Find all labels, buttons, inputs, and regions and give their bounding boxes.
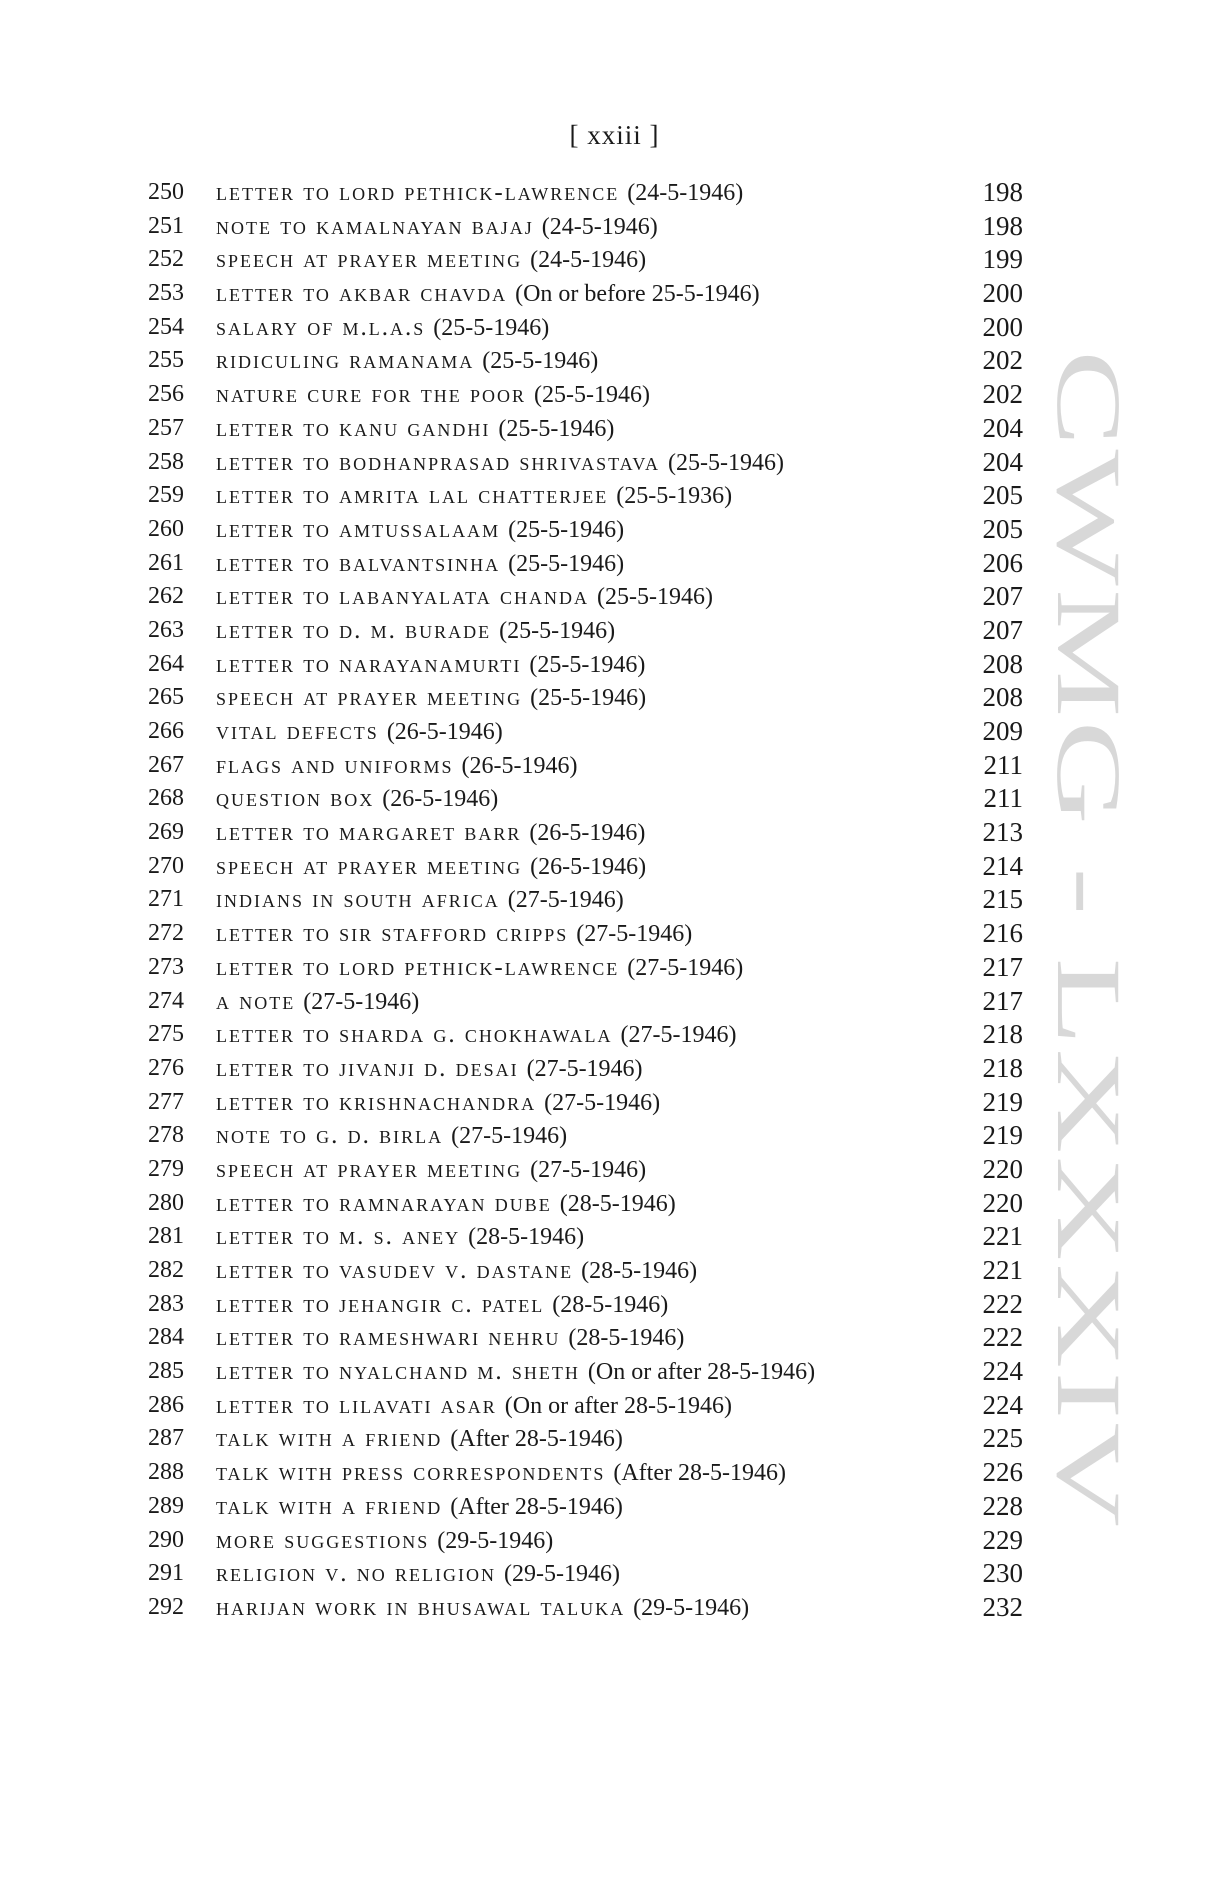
- entry-number: 280: [148, 1189, 184, 1216]
- entry-title: [216, 1456, 786, 1491]
- toc-entry: [148, 1557, 1028, 1591]
- entry-title: [216, 681, 646, 716]
- entry-title-text: letter to jivanji d. desai: [216, 1054, 519, 1082]
- entry-date: (29-5-1946): [437, 1527, 554, 1554]
- entry-number: 268: [148, 785, 184, 812]
- table-of-contents: [148, 176, 1028, 1625]
- entry-number: 257: [148, 414, 184, 441]
- toc-entry: [148, 277, 1028, 311]
- toc-entry: [148, 513, 1028, 547]
- entry-page: 208: [982, 648, 1023, 679]
- toc-entry: [148, 917, 1028, 951]
- entry-page: 218: [982, 1052, 1023, 1083]
- toc-entry: [148, 985, 1028, 1019]
- entry-date: (27-5-1946): [576, 921, 693, 948]
- entry-number: 255: [148, 347, 184, 374]
- entry-title: [216, 243, 646, 278]
- entry-title: [216, 378, 650, 413]
- toc-entry: [148, 311, 1028, 345]
- entry-title: [216, 311, 549, 346]
- entry-date: (27-5-1946): [627, 954, 744, 981]
- entry-date: (25-5-1946): [482, 348, 599, 375]
- entry-title: [216, 547, 624, 582]
- toc-entry: [148, 1254, 1028, 1288]
- entry-number: 261: [148, 549, 184, 576]
- entry-number: 277: [148, 1088, 184, 1115]
- entry-title-text: letter to narayanamurti: [216, 650, 522, 678]
- entry-title: [216, 917, 692, 952]
- entry-page: 204: [982, 412, 1023, 443]
- entry-title: [216, 985, 419, 1020]
- entry-title: [216, 1220, 584, 1255]
- entry-date: (After 28-5-1946): [450, 1493, 623, 1520]
- toc-entry: [148, 1018, 1028, 1052]
- entry-title-text: letter to amrita lal chatterjee: [216, 482, 609, 510]
- entry-title-text: letter to vasudev v. dastane: [216, 1257, 574, 1284]
- entry-page: 199: [982, 244, 1023, 275]
- toc-entry: [148, 344, 1028, 378]
- entry-date: (25-5-1936): [616, 483, 733, 510]
- entry-number: 250: [148, 179, 184, 205]
- entry-number: 282: [148, 1257, 184, 1283]
- entry-title-text: letter to sir stafford cripps: [216, 920, 569, 948]
- entry-title-text: letter to d. m. burade: [216, 616, 492, 644]
- toc-entry: [148, 1422, 1028, 1456]
- entry-title-text: talk with a friend: [216, 1425, 443, 1453]
- entry-page: 213: [982, 817, 1023, 848]
- entry-number: 289: [148, 1492, 184, 1519]
- entry-number: 287: [148, 1425, 184, 1452]
- entry-number: 264: [148, 650, 184, 677]
- entry-title: [216, 1490, 623, 1525]
- toc-entry: [148, 1119, 1028, 1153]
- entry-title: [216, 715, 503, 750]
- entry-page: 202: [982, 379, 1023, 410]
- entry-title: [216, 1321, 684, 1356]
- entry-date: (25-5-1946): [508, 516, 625, 543]
- entry-date: (25-5-1946): [498, 415, 615, 442]
- toc-entry: [148, 1288, 1028, 1322]
- entry-page: 220: [982, 1187, 1023, 1218]
- entry-date: (25-5-1946): [529, 651, 646, 678]
- entry-page: 225: [982, 1423, 1023, 1454]
- entry-date: (25-5-1946): [499, 617, 616, 644]
- entry-title-text: flags and uniforms: [216, 751, 454, 779]
- entry-page: 230: [982, 1558, 1023, 1589]
- entry-date: (26-5-1946): [386, 719, 503, 745]
- entry-number: 252: [148, 246, 184, 273]
- entry-title-text: letter to amtussalaam: [216, 515, 501, 543]
- entry-number: 273: [148, 953, 184, 980]
- entry-title-text: letter to lord pethick-lawrence: [216, 179, 620, 206]
- entry-title-text: letter to lilavati asar: [216, 1391, 497, 1419]
- entry-number: 276: [148, 1054, 184, 1081]
- entry-number: 283: [148, 1290, 184, 1317]
- entry-title: [216, 580, 713, 615]
- entry-title-text: speech at prayer meeting: [216, 1155, 523, 1183]
- toc-entry: [148, 1389, 1028, 1423]
- entry-title-text: talk with press correspondents: [216, 1459, 606, 1487]
- entry-title: [216, 1557, 620, 1592]
- entry-title: [216, 1086, 660, 1121]
- entry-title: [216, 1524, 553, 1559]
- entry-number: 286: [148, 1391, 184, 1418]
- entry-title-text: vital defects: [216, 718, 379, 745]
- watermark: [1040, 350, 1140, 1530]
- entry-title: [216, 1052, 643, 1087]
- toc-entry: [148, 1591, 1028, 1625]
- entry-date: (25-5-1946): [508, 550, 625, 577]
- entry-title: [216, 176, 743, 211]
- entry-title-text: letter to akbar chavda: [216, 280, 508, 308]
- toc-entry: [148, 1456, 1028, 1490]
- toc-entry: [148, 580, 1028, 614]
- entry-number: 260: [148, 515, 184, 542]
- toc-entry: [148, 412, 1028, 446]
- toc-entry: [148, 850, 1028, 884]
- entry-date: (27-5-1946): [620, 1022, 737, 1049]
- entry-page: 229: [982, 1524, 1023, 1555]
- entry-title: [216, 816, 645, 851]
- entry-title-text: letter to nyalchand m. sheth: [216, 1358, 580, 1386]
- entry-title-text: more suggestions: [216, 1526, 430, 1554]
- entry-page: 211: [983, 749, 1023, 780]
- entry-page: 198: [982, 177, 1023, 207]
- entry-title: [216, 614, 615, 649]
- toc-entry: [148, 883, 1028, 917]
- entry-title: [216, 850, 646, 885]
- entry-page: 207: [982, 581, 1023, 612]
- entry-title-text: letter to balvantsinha: [216, 549, 501, 577]
- toc-entry: [148, 648, 1028, 682]
- entry-number: 285: [148, 1358, 184, 1385]
- entry-title-text: letter to lord pethick-lawrence: [216, 953, 620, 981]
- entry-title: [216, 782, 498, 817]
- entry-date: (25-5-1946): [433, 314, 550, 341]
- entry-title: [216, 513, 624, 548]
- entry-date: (25-5-1946): [596, 584, 713, 611]
- entry-number: 263: [148, 616, 184, 643]
- toc-entry: [148, 614, 1028, 648]
- entry-page: 221: [982, 1221, 1023, 1252]
- entry-number: 281: [148, 1223, 184, 1250]
- entry-number: 254: [148, 313, 184, 340]
- toc-entry: [148, 1220, 1028, 1254]
- entry-date: (After 28-5-1946): [613, 1460, 786, 1487]
- entry-page: 198: [982, 210, 1023, 241]
- entry-title-text: speech at prayer meeting: [216, 246, 523, 274]
- entry-title: [216, 344, 598, 379]
- entry-date: (On or after 28-5-1946): [587, 1359, 816, 1386]
- entry-title-text: letter to sharda g. chokhawala: [216, 1021, 613, 1049]
- entry-number: 267: [148, 751, 184, 778]
- entry-date: (24-5-1946): [541, 213, 658, 240]
- entry-number: 291: [148, 1560, 184, 1587]
- toc-entry: [148, 715, 1028, 749]
- entry-title: [216, 1389, 732, 1424]
- entry-number: 290: [148, 1526, 184, 1553]
- entry-page: 219: [982, 1086, 1023, 1117]
- entry-page: 226: [982, 1457, 1023, 1488]
- toc-entry: [148, 816, 1028, 850]
- entry-title: [216, 648, 645, 683]
- entry-page: 207: [982, 614, 1023, 645]
- entry-page: 217: [982, 985, 1023, 1016]
- entry-title-text: letter to ramnarayan dube: [216, 1189, 552, 1217]
- entry-date: (27-5-1946): [530, 1156, 647, 1183]
- toc-entry: [148, 243, 1028, 277]
- entry-date: (28-5-1946): [468, 1224, 585, 1251]
- entry-number: 271: [148, 886, 184, 913]
- entry-number: 258: [148, 448, 184, 475]
- entry-page: 224: [982, 1356, 1023, 1387]
- entry-title: [216, 1422, 623, 1457]
- entry-page: 205: [982, 513, 1023, 544]
- entry-title-text: letter to krishnachandra: [216, 1088, 537, 1116]
- entry-title-text: salary of m.l.a.s: [216, 313, 426, 341]
- entry-title: [216, 951, 743, 986]
- entry-date: (28-5-1946): [559, 1190, 676, 1217]
- toc-entry: [148, 378, 1028, 412]
- entry-number: 279: [148, 1155, 184, 1182]
- toc-entry: [148, 479, 1028, 513]
- entry-date: (29-5-1946): [503, 1561, 620, 1588]
- entry-number: 265: [148, 684, 184, 711]
- entry-date: (24-5-1946): [530, 247, 647, 274]
- entry-number: 262: [148, 583, 184, 610]
- entry-title-text: speech at prayer meeting: [216, 852, 523, 880]
- entry-title-text: harijan work in bhusawal taluka: [216, 1593, 626, 1621]
- toc-entry: [148, 547, 1028, 581]
- entry-page: 222: [982, 1322, 1023, 1353]
- watermark-text: CWMG - LXXXIV: [1038, 350, 1140, 1102]
- toc-entry: [148, 210, 1028, 244]
- toc-entry: [148, 749, 1028, 783]
- entry-title: [216, 277, 760, 312]
- entry-title: [216, 479, 732, 514]
- entry-title-text: letter to m. s. aney: [216, 1223, 461, 1251]
- toc-entry: [148, 782, 1028, 816]
- entry-number: 272: [148, 920, 184, 947]
- entry-date: (27-5-1946): [507, 887, 624, 914]
- toc-entry: [148, 1321, 1028, 1355]
- entry-page: 200: [982, 278, 1023, 309]
- entry-date: (25-5-1946): [534, 382, 650, 409]
- entry-page: 232: [982, 1591, 1023, 1622]
- entry-title-text: letter to kanu gandhi: [216, 414, 491, 442]
- entry-title: [216, 1018, 736, 1053]
- toc-entry: [148, 951, 1028, 985]
- entry-page: 228: [982, 1490, 1023, 1521]
- entry-title: [216, 1187, 676, 1222]
- entry-page: 217: [982, 951, 1023, 982]
- entry-date: (On or after 28-5-1946): [504, 1392, 732, 1419]
- entry-title: [216, 446, 784, 481]
- entry-date: (27-5-1946): [451, 1123, 568, 1150]
- entry-title-text: indians in south africa: [216, 886, 500, 914]
- entry-date: (26-5-1946): [530, 853, 647, 880]
- toc-entry: [148, 446, 1028, 480]
- entry-page: 204: [982, 446, 1023, 477]
- entry-number: 259: [148, 482, 184, 509]
- entry-date: (28-5-1946): [581, 1258, 698, 1284]
- entry-date: (27-5-1946): [526, 1055, 643, 1082]
- entry-date: (25-5-1946): [668, 449, 785, 476]
- entry-date: (26-5-1946): [382, 786, 499, 813]
- entry-page: 218: [982, 1019, 1023, 1050]
- entry-date: (28-5-1946): [568, 1325, 685, 1352]
- entry-number: 275: [148, 1021, 184, 1048]
- toc-entry: [148, 176, 1028, 210]
- entry-date: (27-5-1946): [303, 988, 420, 1015]
- entry-page: 206: [982, 547, 1023, 578]
- entry-page: 216: [982, 918, 1023, 949]
- toc-entry: [148, 1086, 1028, 1120]
- entry-page: 214: [982, 850, 1023, 881]
- entry-page: 219: [982, 1120, 1023, 1151]
- entry-title-text: religion v. no religion: [216, 1560, 496, 1588]
- entry-title-text: note to g. d. birla: [216, 1122, 444, 1150]
- entry-title: [216, 883, 624, 918]
- entry-title-text: talk with a friend: [216, 1492, 443, 1520]
- entry-page: 200: [982, 311, 1023, 342]
- entry-number: 253: [148, 280, 184, 307]
- entry-date: (25-5-1946): [530, 685, 647, 712]
- toc-entry: [148, 681, 1028, 715]
- entry-page: 209: [982, 716, 1023, 746]
- entry-title: [216, 1355, 815, 1390]
- entry-title-text: letter to margaret barr: [216, 819, 522, 847]
- entry-date: (29-5-1946): [633, 1594, 750, 1621]
- entry-page: 222: [982, 1288, 1023, 1319]
- entry-page: 202: [982, 345, 1023, 376]
- entry-title-text: letter to bodhanprasad shrivastava: [216, 448, 661, 476]
- toc-entry: [148, 1187, 1028, 1221]
- entry-title-text: question box: [216, 785, 375, 813]
- entry-page: 221: [982, 1255, 1023, 1285]
- entry-title-text: letter to jehangir c. patel: [216, 1290, 545, 1318]
- entry-title: [216, 1591, 749, 1626]
- entry-number: 256: [148, 381, 184, 408]
- toc-entry: [148, 1524, 1028, 1558]
- entry-page: 208: [982, 682, 1023, 713]
- entry-title: [216, 1254, 697, 1289]
- entry-page: 215: [982, 884, 1023, 915]
- entry-title-text: speech at prayer meeting: [216, 684, 523, 712]
- toc-entry: [148, 1052, 1028, 1086]
- entry-number: 270: [148, 852, 184, 879]
- entry-title: [216, 412, 614, 447]
- entry-date: (After 28-5-1946): [450, 1426, 623, 1453]
- entry-title: [216, 1288, 668, 1323]
- entry-number: 292: [148, 1593, 184, 1620]
- toc-entry: [148, 1490, 1028, 1524]
- entry-title-text: note to kamalnayan bajaj: [216, 212, 534, 240]
- entry-date: (On or before 25-5-1946): [515, 281, 760, 308]
- entry-number: 274: [148, 987, 184, 1014]
- entry-page: 220: [982, 1153, 1023, 1184]
- entry-number: 278: [148, 1122, 184, 1149]
- entry-date: (28-5-1946): [552, 1291, 669, 1318]
- entry-page: 224: [982, 1389, 1023, 1420]
- page-number-header: [ xxiii ]: [569, 120, 660, 150]
- entry-date: (24-5-1946): [627, 180, 744, 206]
- entry-date: (26-5-1946): [461, 752, 578, 779]
- entry-title-text: ridiculing ramanama: [216, 347, 475, 375]
- toc-entry: [148, 1355, 1028, 1389]
- entry-page: 211: [983, 783, 1023, 814]
- entry-number: 288: [148, 1459, 184, 1486]
- entry-page: 205: [982, 480, 1023, 511]
- entry-title: [216, 1153, 646, 1188]
- entry-title-text: letter to labanyalata chanda: [216, 583, 589, 611]
- entry-number: 284: [148, 1324, 184, 1351]
- entry-number: 251: [148, 212, 184, 239]
- entry-title-text: a note: [216, 987, 296, 1015]
- entry-title: [216, 1119, 567, 1154]
- entry-number: 266: [148, 718, 184, 744]
- entry-title-text: letter to rameshwari nehru: [216, 1324, 561, 1352]
- toc-entry: [148, 1153, 1028, 1187]
- entry-title: [216, 210, 658, 245]
- entry-title: [216, 749, 578, 784]
- entry-date: (26-5-1946): [529, 820, 646, 847]
- entry-number: 269: [148, 819, 184, 846]
- entry-title-text: nature cure for the poor: [216, 381, 527, 409]
- entry-date: (27-5-1946): [544, 1089, 661, 1116]
